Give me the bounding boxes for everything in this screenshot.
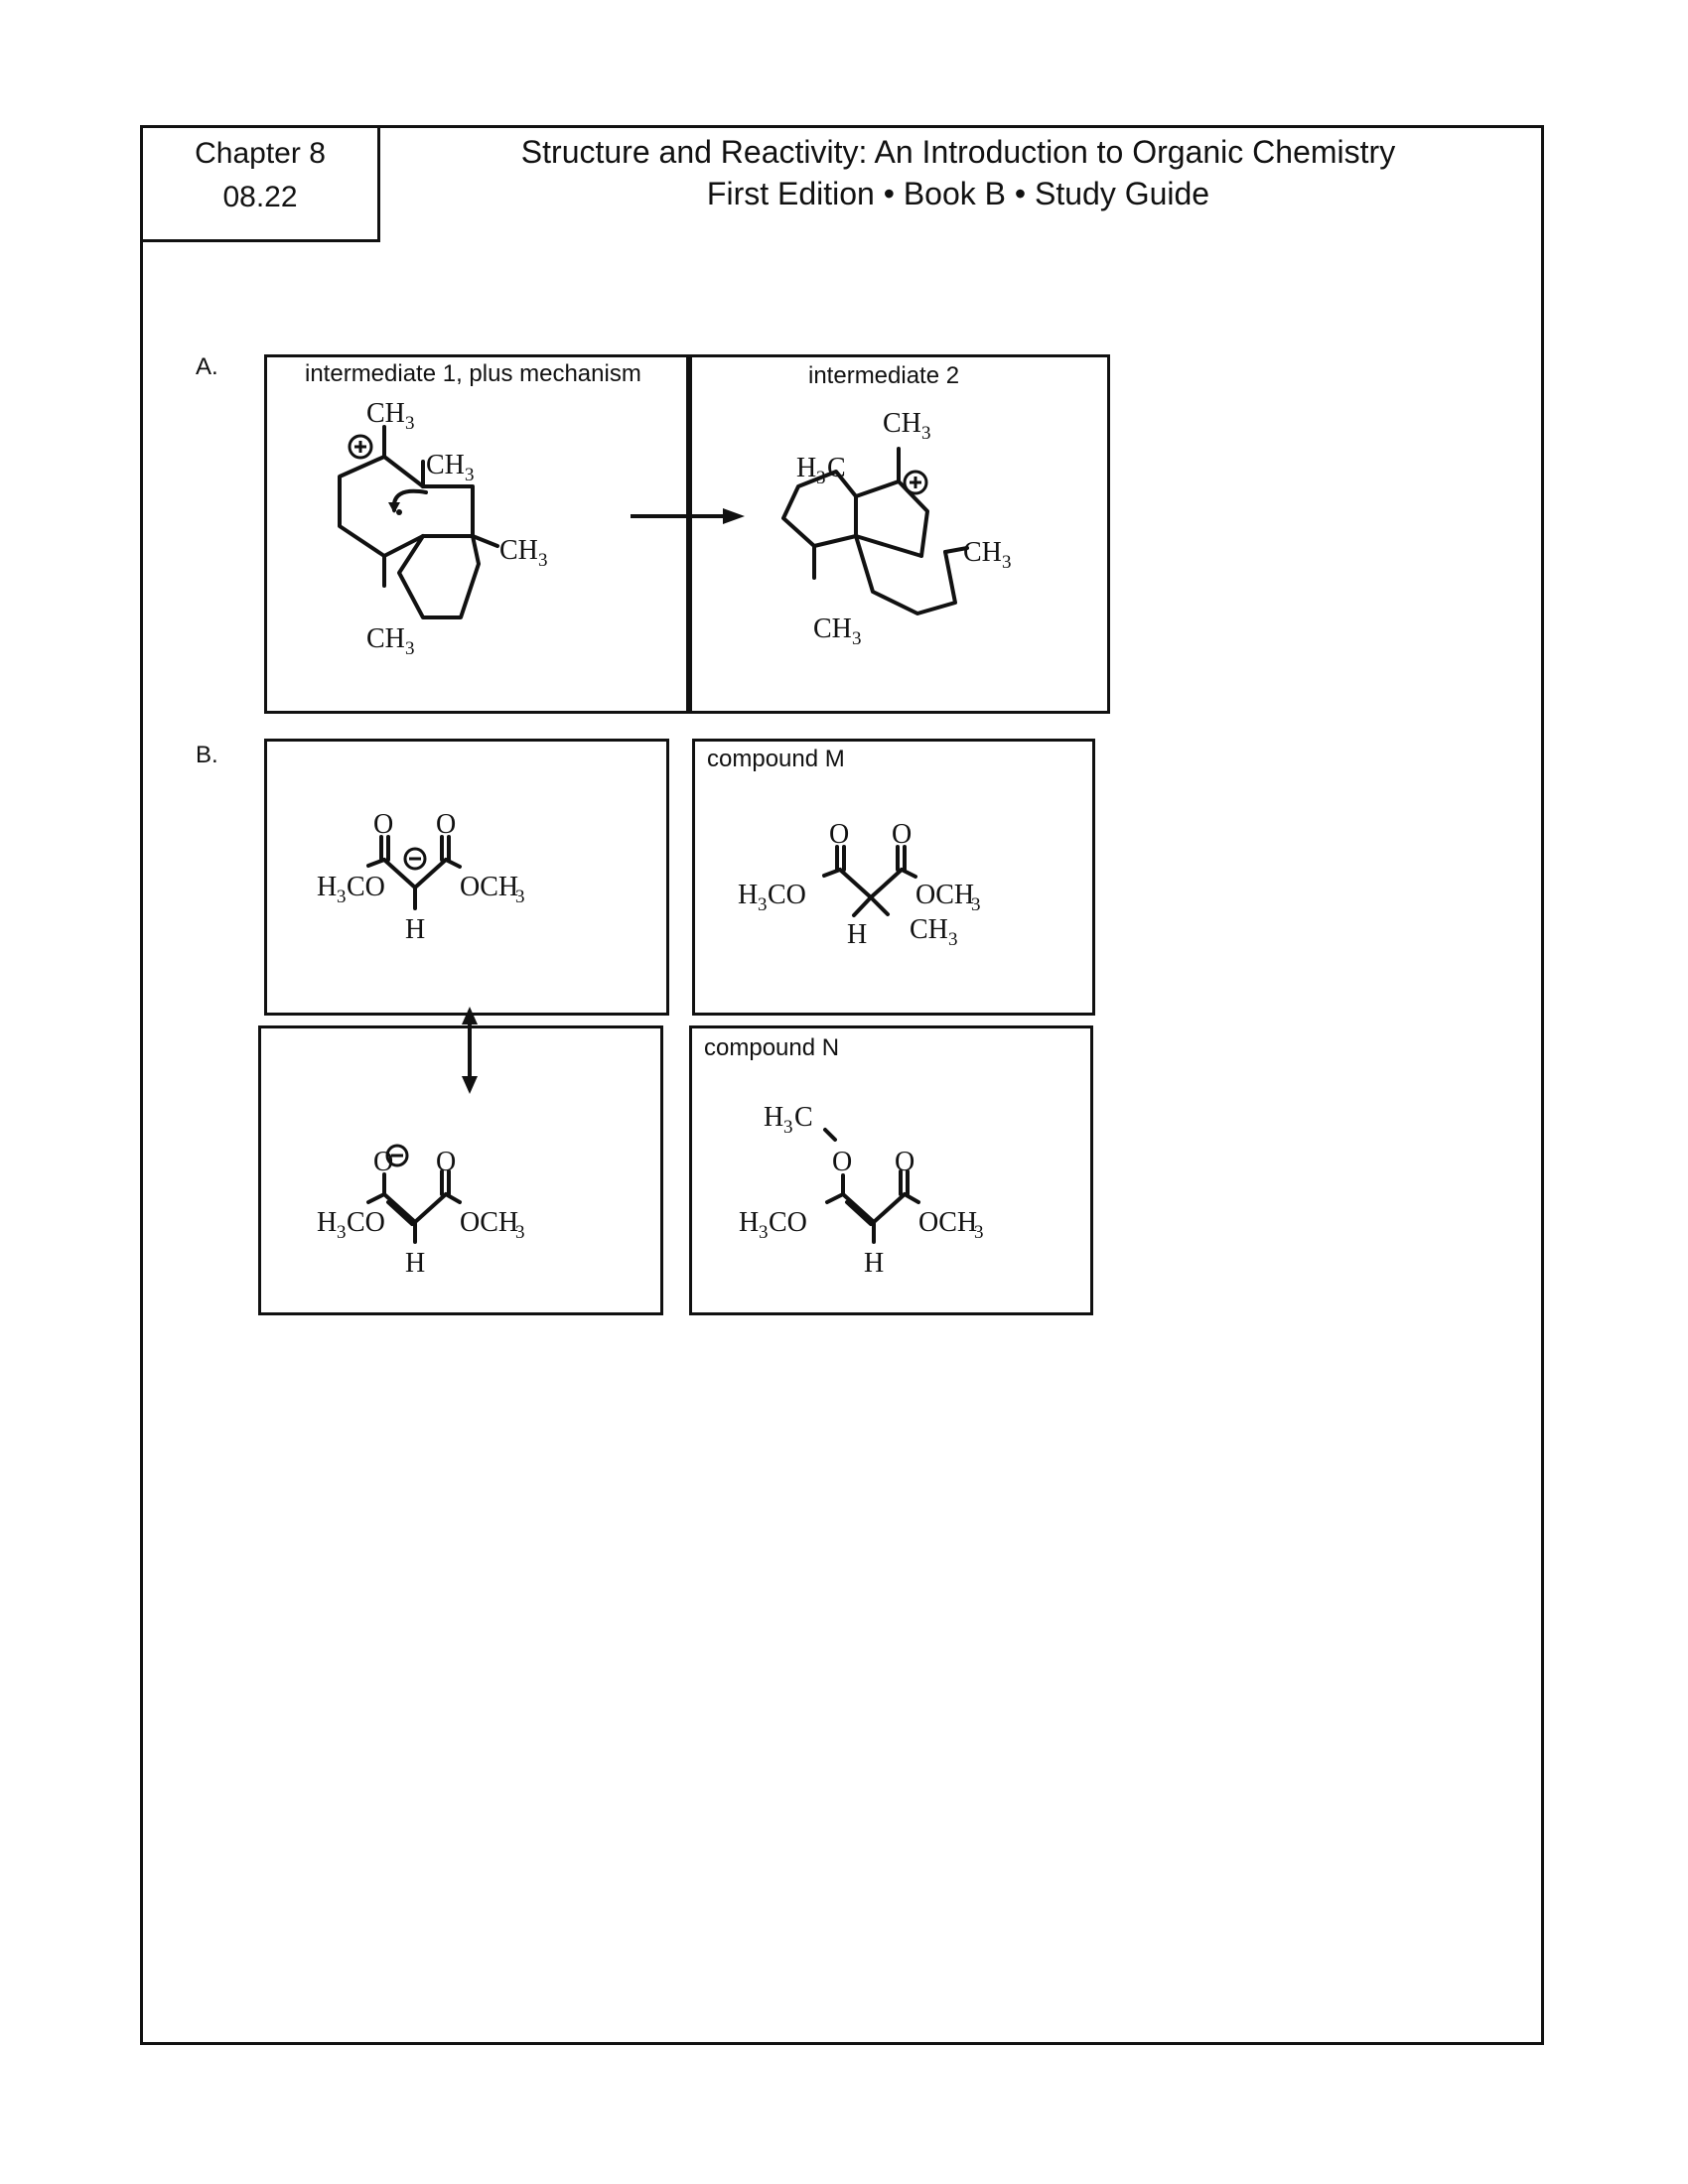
svg-text:OCH: OCH — [915, 880, 975, 910]
svg-text:CO: CO — [768, 880, 806, 910]
svg-text:H: H — [405, 1248, 426, 1279]
svg-text:3: 3 — [337, 887, 347, 907]
svg-text:H: H — [738, 880, 759, 910]
svg-text:O: O — [373, 1147, 394, 1177]
svg-text:3: 3 — [852, 628, 862, 649]
svg-text:H: H — [405, 914, 426, 945]
svg-text:3: 3 — [816, 468, 826, 488]
compound-n-title: compound N — [704, 1034, 840, 1061]
svg-text:3: 3 — [405, 638, 415, 659]
chapter-label: Chapter 8 — [195, 137, 326, 170]
compound-m-panel — [692, 739, 1095, 1016]
intermediate-1-title: intermediate 1, plus mechanism — [305, 360, 641, 387]
svg-text:3: 3 — [921, 423, 931, 444]
enolate-carbanion-panel — [264, 739, 669, 1016]
book-title: Structure and Reactivity: An Introduction to Organic Chemistry — [520, 134, 1396, 170]
svg-text:3: 3 — [405, 413, 415, 434]
svg-text:H: H — [764, 1102, 784, 1133]
svg-text:H: H — [796, 453, 817, 483]
svg-text:O: O — [829, 819, 850, 850]
chapter-box — [140, 125, 380, 242]
svg-text:CO: CO — [769, 1207, 807, 1238]
svg-text:CH: CH — [426, 450, 465, 480]
svg-text:3: 3 — [974, 1222, 984, 1243]
problem-code: 08.22 — [222, 181, 298, 213]
svg-text:CO: CO — [347, 872, 385, 902]
intermediate-2-title: intermediate 2 — [808, 362, 960, 389]
svg-text:CH: CH — [910, 914, 948, 945]
book-header — [377, 131, 1539, 214]
svg-text:OCH: OCH — [460, 872, 519, 902]
svg-text:C: C — [827, 453, 846, 483]
svg-text:CH: CH — [813, 614, 852, 644]
section-b-label: B. — [196, 742, 218, 768]
reaction-arrow — [626, 496, 755, 536]
compound-m-structure — [695, 742, 1092, 1013]
svg-text:3: 3 — [759, 1222, 769, 1243]
svg-text:CH: CH — [883, 408, 921, 439]
svg-text:3: 3 — [538, 550, 548, 571]
svg-text:O: O — [895, 1147, 915, 1177]
compound-n-structure — [692, 1028, 1090, 1312]
carbanion-structure — [267, 742, 666, 1013]
section-a-label: A. — [196, 353, 218, 380]
svg-text:CH: CH — [499, 535, 538, 566]
svg-text:H: H — [864, 1248, 885, 1279]
svg-text:3: 3 — [515, 887, 525, 907]
svg-text:H: H — [847, 919, 868, 950]
svg-text:C: C — [794, 1102, 813, 1133]
svg-text:O: O — [892, 819, 913, 850]
svg-text:O: O — [832, 1147, 853, 1177]
svg-text:3: 3 — [948, 929, 958, 950]
svg-text:H: H — [317, 1207, 338, 1238]
oxyanion-structure — [261, 1028, 660, 1312]
svg-text:H: H — [739, 1207, 760, 1238]
svg-text:CH: CH — [366, 623, 405, 654]
svg-text:3: 3 — [783, 1117, 793, 1138]
svg-text:H: H — [317, 872, 338, 902]
svg-text:OCH: OCH — [460, 1207, 519, 1238]
svg-text:OCH: OCH — [918, 1207, 978, 1238]
svg-text:O: O — [436, 1147, 457, 1177]
svg-text:3: 3 — [515, 1222, 525, 1243]
svg-text:CH: CH — [366, 398, 405, 429]
svg-text:3: 3 — [758, 894, 768, 915]
svg-text:O: O — [436, 809, 457, 840]
enolate-oxyanion-panel — [258, 1025, 663, 1315]
svg-text:3: 3 — [971, 894, 981, 915]
svg-text:3: 3 — [337, 1222, 347, 1243]
compound-n-panel — [689, 1025, 1093, 1315]
svg-text:3: 3 — [465, 465, 475, 485]
compound-m-title: compound M — [707, 746, 845, 772]
svg-text:3: 3 — [1002, 552, 1012, 573]
book-subtitle: First Edition • Book B • Study Guide — [706, 176, 1210, 211]
svg-text:CH: CH — [963, 537, 1002, 568]
svg-text:O: O — [373, 809, 394, 840]
svg-text:CO: CO — [347, 1207, 385, 1238]
